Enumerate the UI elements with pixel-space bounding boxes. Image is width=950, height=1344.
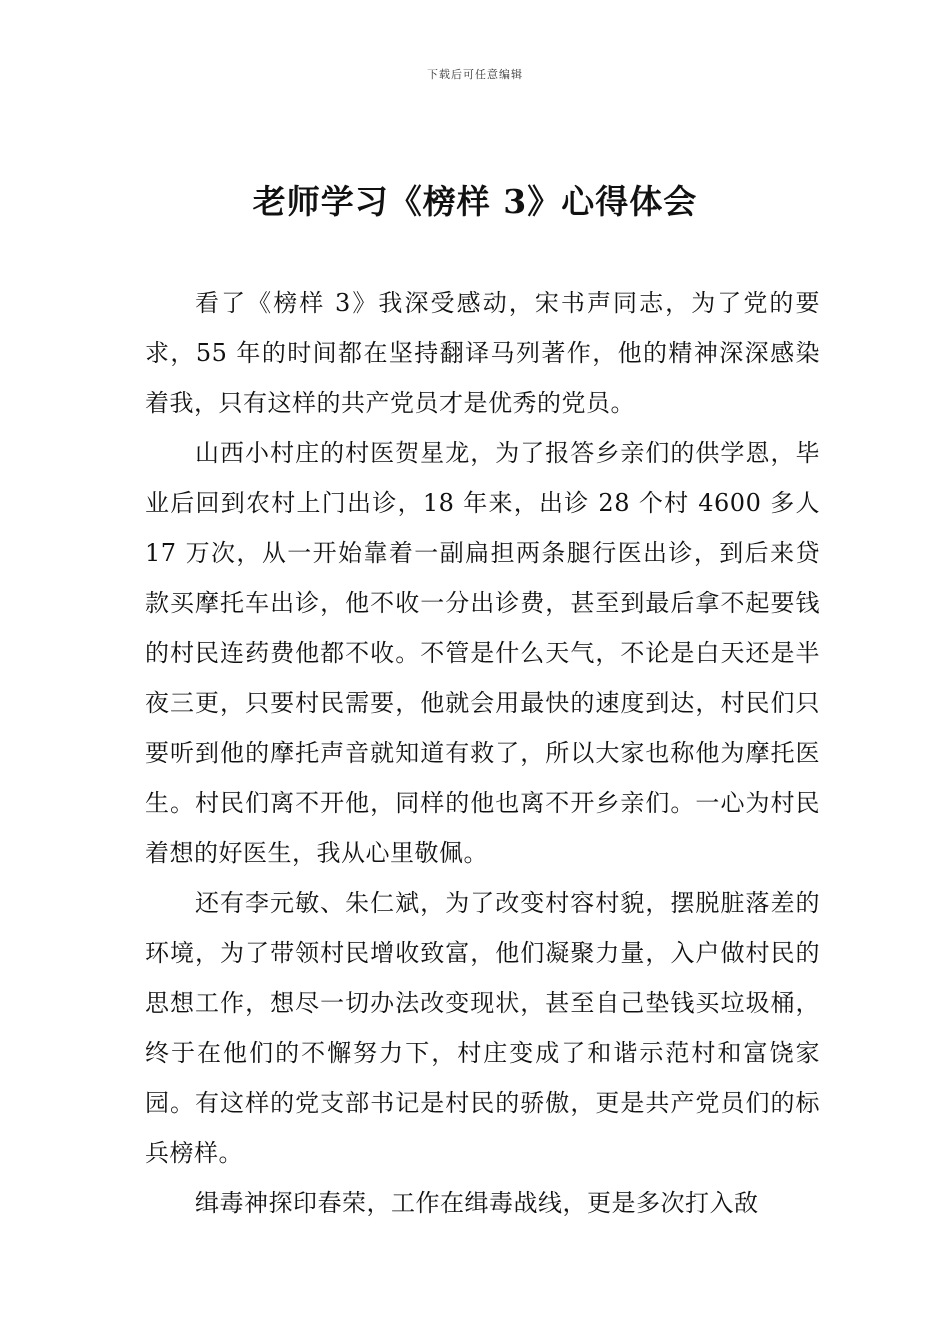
paragraph: 山西小村庄的村医贺星龙，为了报答乡亲们的供学恩，毕业后回到农村上门出诊，18 年来，出诊 28 个村 4600 多人 17 万次，从一开始靠着一副扁担两条腿行医出诊，到后来贷款买摩托车出诊，他不收一分出诊费，甚至到最后拿不起要钱的村民连药费他都不收。不管是什么天气，不论是白天还是半夜三更，只要村民需要，他就会用最快的速度到达，村民们只要听到他的摩托声音就知道有救了，所以大家也称他为摩托医生。村民们离不开他，同样的他也离不开乡亲们。一心为村民着想的好医生，我从心里敬佩。 <box>145 439 820 867</box>
paragraph: 看了《榜样 3》我深受感动，宋书声同志，为了党的要求，55 年的时间都在坚持翻译马列著作，他的精神深深感染着我，只有这样的共产党员才是优秀的党员。 <box>145 289 820 417</box>
document-title: 老师学习《榜样 3》心得体会 <box>252 182 698 221</box>
header-note: 下载后可任意编辑 <box>427 68 523 81</box>
paragraph: 缉毒神探印春荣，工作在缉毒战线，更是多次打入敌 <box>195 1189 759 1217</box>
paragraph: 还有李元敏、朱仁斌，为了改变村容村貌，摆脱脏落差的环境，为了带领村民增收致富，他们凝聚力量，入户做村民的思想工作，想尽一切办法改变现状，甚至自己垫钱买垃圾桶，终于在他们的不懈努力下，村庄变成了和谐示范村和富饶家园。有这样的党支部书记是村民的骄傲，更是共产党员们的标兵榜样。 <box>145 889 820 1167</box>
document-body <box>145 278 820 1228</box>
